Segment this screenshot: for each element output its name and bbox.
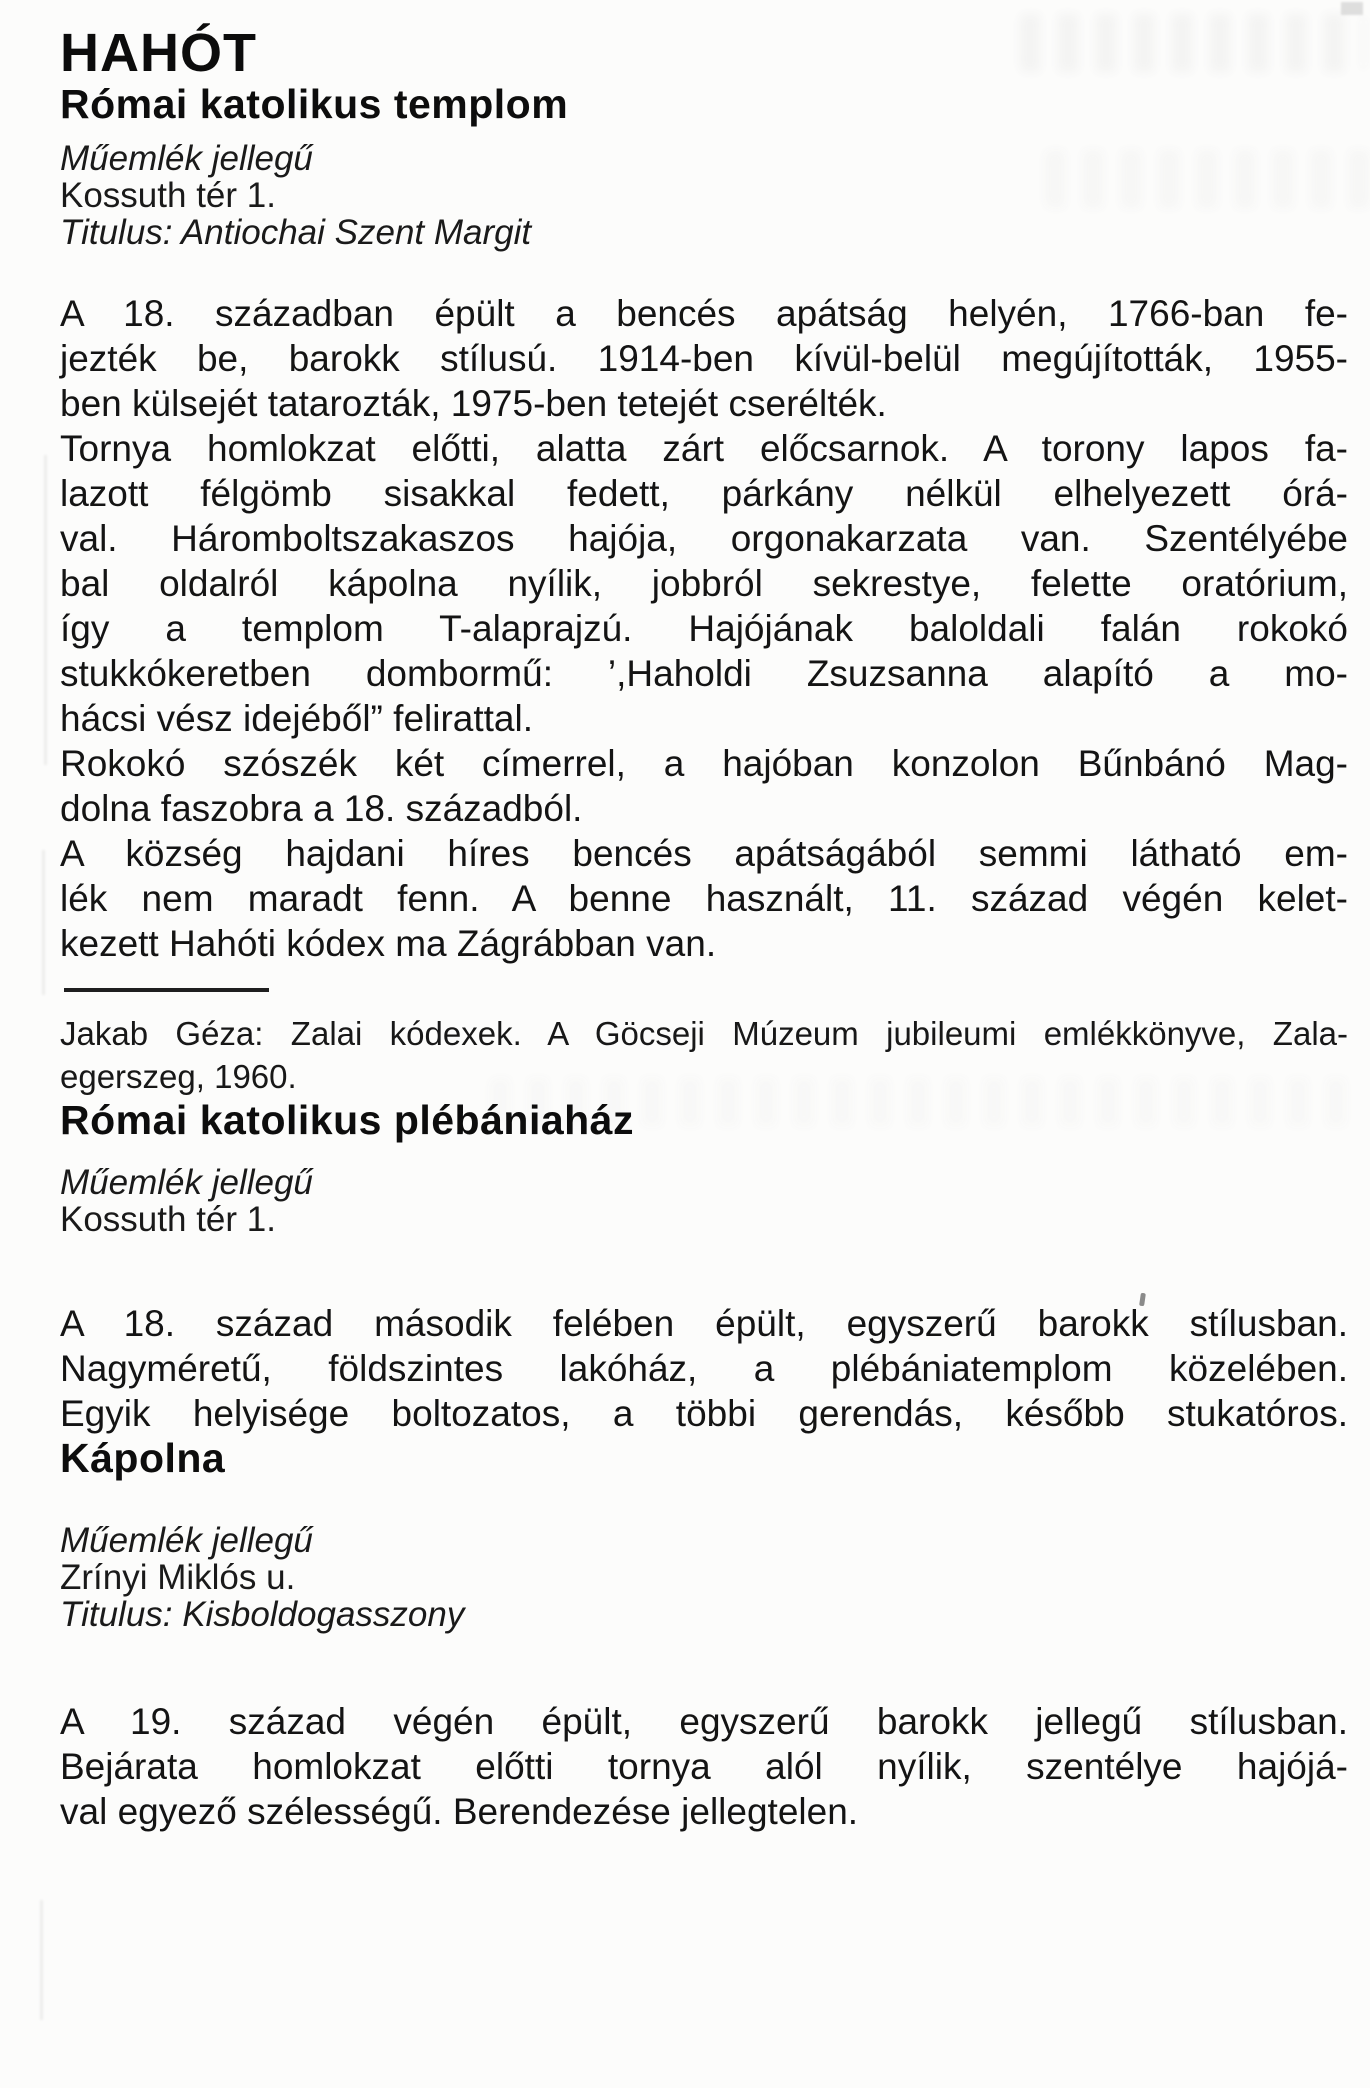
titulus-line: Titulus: Antiochai Szent Margit — [60, 213, 532, 252]
body-line: kezett Hahóti kódex ma Zágrábban van. — [60, 923, 717, 964]
address-line: Kossuth tér 1. — [60, 1200, 276, 1239]
body-line: Egyik helyisége boltozatos, a többi gerendás, később stukatóros. — [60, 1393, 1348, 1434]
address-line: Kossuth tér 1. — [60, 176, 276, 215]
body-line: lék nem maradt fenn. A benne használt, 11. század végén kelet- — [60, 878, 1348, 919]
body-line: Nagyméretű, földszintes lakóház, a plébániatemplom közelében. — [60, 1348, 1348, 1389]
chapel-section-heading: Kápolna — [60, 1435, 226, 1481]
body-line: Bejárata homlokzat előtti tornya alól nyílik, szentélye hajójá- — [60, 1746, 1348, 1787]
reference-line: egerszeg, 1960. — [60, 1058, 297, 1095]
reference-line: Jakab Géza: Zalai kódexek. A Göcseji Múzeum jubileumi emlékkönyve, Zala- — [60, 1015, 1348, 1052]
body-line: bal oldalról kápolna nyílik, jobbról sekrestye, felette oratórium, — [60, 563, 1348, 604]
body-line: A 18. században épült a bencés apátság helyén, 1766-ban fe- — [60, 293, 1348, 334]
monument-status-line: Műemlék jellegű — [60, 1521, 313, 1560]
body-line: stukkókeretben dombormű: ’,Haholdi Zsuzsanna alapító a mo- — [60, 653, 1348, 694]
body-line: így a templom T-alaprajzú. Hajójának baloldali falán rokokó — [60, 608, 1348, 649]
church-description — [60, 291, 1348, 966]
address-line: Zrínyi Miklós u. — [60, 1558, 296, 1597]
body-line: A 19. század végén épült, egyszerű barokk jellegű stílusban. — [60, 1701, 1348, 1742]
body-line: lazott félgömb sisakkal fedett, párkány nélkül elhelyezett órá- — [60, 473, 1348, 514]
church-meta — [60, 140, 1348, 251]
body-line: ben külsejét tatarozták, 1975-ben tetejét cserélték. — [60, 383, 887, 424]
scan-edge-artifact — [40, 1900, 43, 2020]
body-line: A 18. század második felében épült, egyszerű barokk stílusban. — [60, 1303, 1348, 1344]
body-line: hácsi vész idejéből” felirattal. — [60, 698, 533, 739]
body-line: dolna faszobra a 18. századból. — [60, 788, 583, 829]
body-line: val egyező szélességű. Berendezése jellegtelen. — [60, 1791, 859, 1832]
parsonage-meta — [60, 1164, 1348, 1238]
scan-edge-artifact — [42, 850, 45, 995]
bibliographic-reference — [60, 1012, 1348, 1098]
chapel-meta — [60, 1522, 1348, 1633]
chapel-description — [60, 1699, 1348, 1834]
titulus-line: Titulus: Kisboldogasszony — [60, 1595, 465, 1634]
scan-speck — [1341, 2, 1363, 15]
body-line: val. Háromboltszakaszos hajója, orgonakarzata van. Szentélyébe — [60, 518, 1348, 559]
parsonage-section-heading: Római katolikus plébániaház — [60, 1097, 634, 1143]
page-title: HAHÓT — [60, 23, 257, 83]
parsonage-description — [60, 1301, 1348, 1436]
monument-status-line: Műemlék jellegű — [60, 1163, 313, 1202]
body-line: A község hajdani híres bencés apátságából semmi látható em- — [60, 833, 1348, 874]
body-line: jezték be, barokk stílusú. 1914-ben kívül-belül megújították, 1955- — [60, 338, 1348, 379]
body-line: Tornya homlokzat előtti, alatta zárt előcsarnok. A torony lapos fa- — [60, 428, 1348, 469]
body-line: Rokokó szószék két címerrel, a hajóban konzolon Bűnbánó Mag- — [60, 743, 1348, 784]
scan-edge-artifact — [44, 455, 47, 765]
monument-status-line: Műemlék jellegű — [60, 139, 313, 178]
reference-divider — [64, 988, 269, 992]
text-column — [60, 24, 1348, 1834]
church-section-heading: Római katolikus templom — [60, 81, 569, 127]
